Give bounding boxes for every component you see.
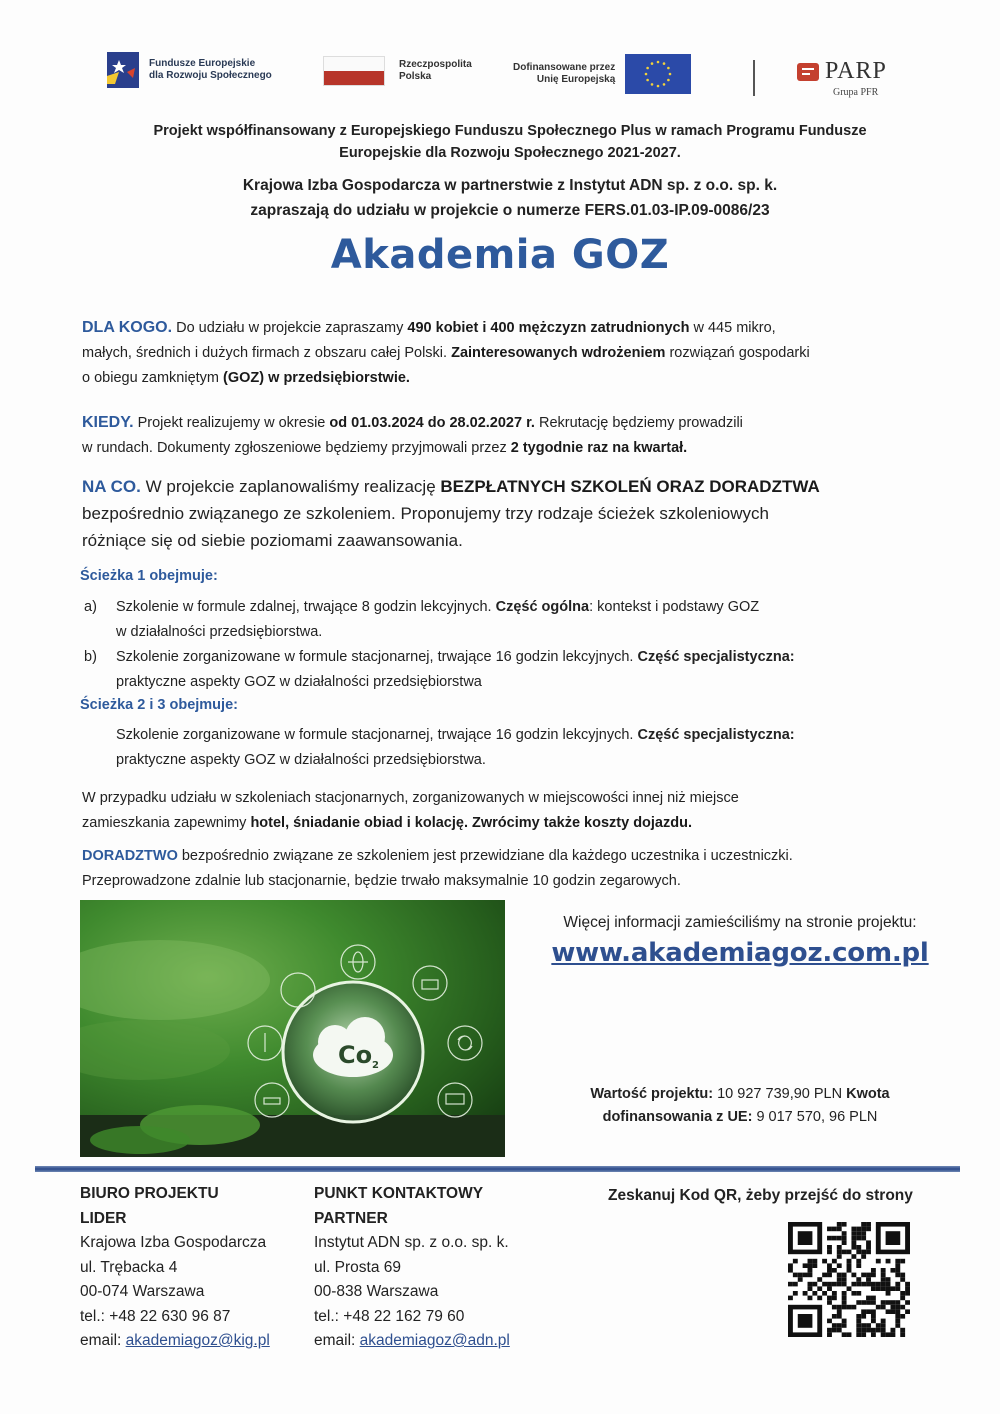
eu-flag-icon	[625, 54, 691, 94]
dla-kogo-lead: DLA KOGO.	[82, 319, 173, 336]
leader-subheading: LIDER	[80, 1209, 127, 1227]
partner-heading: PUNKT KONTAKTOWY	[314, 1185, 484, 1202]
project-value: 10 927 739,90 PLN	[713, 1086, 847, 1102]
text: Przeprowadzone zdalnie lub stacjonarnie, będzie trwało maksymalnie 10 godzin zegarowych.	[82, 873, 681, 889]
eu-star-icon	[645, 73, 648, 76]
item-label: a)	[84, 599, 97, 615]
text: Projekt realizujemy w okresie	[133, 415, 330, 431]
eu-star-icon	[647, 79, 650, 82]
co2-ecology-image	[80, 900, 505, 1157]
co2-label: Co	[338, 1041, 373, 1069]
section-na-co	[82, 473, 942, 554]
parp-subtitle: Grupa PFR	[833, 87, 879, 98]
polish-flag-icon	[323, 56, 385, 86]
eu-star-icon	[647, 67, 650, 70]
parp-name: PARP	[825, 58, 887, 84]
funding-label: dofinansowania z UE:	[602, 1109, 753, 1125]
leader-name: Krajowa Izba Gospodarcza	[80, 1234, 267, 1251]
eu-star-icon	[669, 73, 672, 76]
path-1-item-a	[84, 595, 944, 645]
text: małych, średnich i dużych firmach z obszaru całej Polski.	[82, 345, 452, 361]
kiedy-lead: KIEDY.	[82, 414, 134, 431]
text: praktyczne aspekty GOZ w działalności przedsiębiorstwa.	[116, 752, 486, 768]
fe-logo-icon	[105, 50, 141, 90]
path-1-heading: Ścieżka 1 obejmuje:	[80, 568, 218, 584]
text: bezpośrednio związane ze szkoleniem jest przewidziane dla każdego uczestnika i uczestniczki.	[177, 848, 793, 864]
eu-star-icon	[667, 79, 670, 82]
bold-text: Zainteresowanych wdrożeniem	[451, 345, 666, 361]
na-co-lead: NA CO.	[82, 477, 141, 496]
leader-email-link[interactable]: akademiagoz@kig.pl	[125, 1332, 270, 1349]
section-accommodation	[82, 786, 942, 836]
rp-logo	[323, 56, 472, 86]
text: W przypadku udziału w szkoleniach stacjonarnych, zorganizowanych w miejscowości innej niż miejsce	[82, 790, 739, 806]
recruitment-frequency: 2 tygodnie raz na kwartał.	[510, 440, 688, 456]
eu-star-icon	[663, 83, 666, 86]
footer-divider	[35, 1166, 960, 1172]
qr-label: Zeskanuj Kod QR, żeby przejść do strony	[608, 1187, 913, 1204]
parp-logo	[797, 58, 887, 98]
partnership-line-2: zapraszają do udziału w projekcie o numerze FERS.01.03-IP.09-0086/23	[250, 202, 770, 219]
electric-car-icon	[255, 1083, 289, 1117]
cofunding-statement	[80, 120, 940, 164]
leader-street: ul. Trębacka 4	[80, 1258, 178, 1276]
bold-text: hotel, śniadanie obiad i kolację. Zwrócimy także koszty dojazdu.	[250, 815, 692, 831]
website-link[interactable]: www.akademiagoz.com.pl	[551, 938, 929, 968]
project-dates: od 01.03.2024 do 28.02.2027 r.	[329, 415, 535, 431]
fe-logo-line2: dla Rozwoju Społecznego	[149, 70, 272, 81]
recycle-icon	[448, 1026, 482, 1060]
eu-star-icon	[651, 83, 654, 86]
bold-text: (GOZ) w przedsiębiorstwie.	[223, 370, 410, 386]
eu-funding-value: 9 017 570, 96 PLN	[752, 1109, 878, 1125]
partner-contact	[314, 1182, 510, 1354]
email-label: email:	[314, 1332, 360, 1349]
eu-star-icon	[657, 85, 660, 88]
eu-logo	[513, 54, 691, 94]
solar-panel-icon	[438, 1083, 472, 1117]
section-kiedy	[82, 410, 942, 461]
text: W projekcie zaplanowaliśmy realizację	[140, 477, 441, 496]
text: Do udziału w projekcie zapraszamy	[172, 320, 408, 336]
text: praktyczne aspekty GOZ w działalności przedsiębiorstwa	[116, 674, 482, 690]
eu-star-icon	[651, 62, 654, 65]
website-intro: Więcej informacji zamieściliśmy na stronie projektu:	[563, 914, 917, 931]
leader-city: 00-074 Warszawa	[80, 1283, 205, 1300]
qr-code-icon[interactable]	[788, 1222, 910, 1337]
cofunding-line-1: Projekt współfinansowany z Europejskiego Funduszu Społecznego Plus w ramach Programu Fundusze	[153, 123, 867, 139]
text: bezpośrednio związanego ze szkoleniem. Proponujemy trzy rodzaje ścieżek szkoleniowych	[82, 504, 769, 523]
participants-count: 490 kobiet i 400 mężczyzn zatrudnionych	[407, 320, 690, 336]
section-dla-kogo	[82, 315, 942, 391]
section-doradztwo	[82, 844, 942, 894]
eu-star-icon	[663, 62, 666, 65]
text: : kontekst i podstawy GOZ	[589, 599, 760, 615]
bold-text: Część specjalistyczna:	[637, 727, 795, 743]
text: Szkolenie w formule zdalnej, trwające 8 godzin lekcyjnych.	[116, 599, 496, 615]
eu-star-icon	[657, 61, 660, 64]
bold-text: Część specjalistyczna:	[637, 649, 795, 665]
partner-street: ul. Prosta 69	[314, 1258, 402, 1276]
text: w 445 mikro,	[689, 320, 776, 336]
partner-city: 00-838 Warszawa	[314, 1283, 439, 1300]
partner-name: Instytut ADN sp. z o.o. sp. k.	[314, 1234, 509, 1251]
doradztwo-lead: DORADZTWO	[82, 848, 178, 864]
bold-text: Część ogólna	[495, 599, 590, 615]
path-1-item-b	[84, 645, 944, 695]
text: w działalności przedsiębiorstwa.	[116, 624, 323, 640]
funding-label: Kwota	[846, 1086, 890, 1102]
leader-heading: BIURO PROJEKTU	[80, 1185, 219, 1202]
rp-logo-line1: Rzeczpospolita	[399, 59, 472, 70]
text: Szkolenie zorganizowane w formule stacjonarnej, trwające 16 godzin lekcyjnych.	[116, 727, 638, 743]
path-2-3-heading: Ścieżka 2 i 3 obejmuje:	[80, 697, 238, 713]
leader-phone: tel.: +48 22 630 96 87	[80, 1307, 231, 1325]
project-value-label: Wartość projektu:	[590, 1086, 714, 1102]
path-2-3-item	[116, 723, 946, 773]
partnership-line-1: Krajowa Izba Gospodarcza w partnerstwie z Instytut ADN sp. z o.o. sp. k.	[242, 177, 778, 194]
text: zamieszkania zapewnimy	[82, 815, 251, 831]
item-label: b)	[84, 649, 97, 665]
factory-icon	[413, 966, 447, 1000]
funding-info	[540, 1083, 940, 1129]
text: Rekrutację będziemy prowadzili	[534, 415, 743, 431]
logo-divider	[753, 60, 755, 96]
text: rozwiązań gospodarki	[665, 345, 810, 361]
text: o obiegu zamkniętym	[82, 370, 224, 386]
cofunding-line-2: Europejskie dla Rozwoju Społecznego 2021-2027.	[339, 145, 681, 161]
logo-bar	[105, 50, 920, 100]
co2-subscript: 2	[372, 1060, 379, 1071]
rp-logo-line2: Polska	[399, 71, 432, 82]
text: różniące się od siebie poziomami zaawansowania.	[82, 531, 463, 550]
eu-logo-line1: Dofinansowane przez	[513, 62, 616, 73]
plant-hand-icon	[281, 973, 315, 1007]
email-label: email:	[80, 1332, 126, 1349]
parp-icon	[797, 63, 819, 81]
partner-phone: tel.: +48 22 162 79 60	[314, 1307, 465, 1325]
partnership-statement	[80, 173, 940, 223]
leader-contact	[80, 1182, 270, 1354]
eu-logo-line2: Unię Europejską	[536, 74, 616, 85]
text: Szkolenie zorganizowane w formule stacjonarnej, trwające 16 godzin lekcyjnych.	[116, 649, 638, 665]
fe-logo-line1: Fundusze Europejskie	[149, 58, 256, 69]
text: w rundach. Dokumenty zgłoszeniowe będziemy przyjmowali przez	[82, 440, 511, 456]
fe-logo	[105, 50, 272, 90]
partner-email-link[interactable]: akademiagoz@adn.pl	[359, 1332, 510, 1349]
eu-star-icon	[667, 67, 670, 70]
page-title: Akademia GOZ	[330, 232, 670, 278]
bold-text: BEZPŁATNYCH SZKOLEŃ ORAZ DORADZTWA	[440, 477, 820, 496]
partner-subheading: PARTNER	[314, 1209, 388, 1227]
